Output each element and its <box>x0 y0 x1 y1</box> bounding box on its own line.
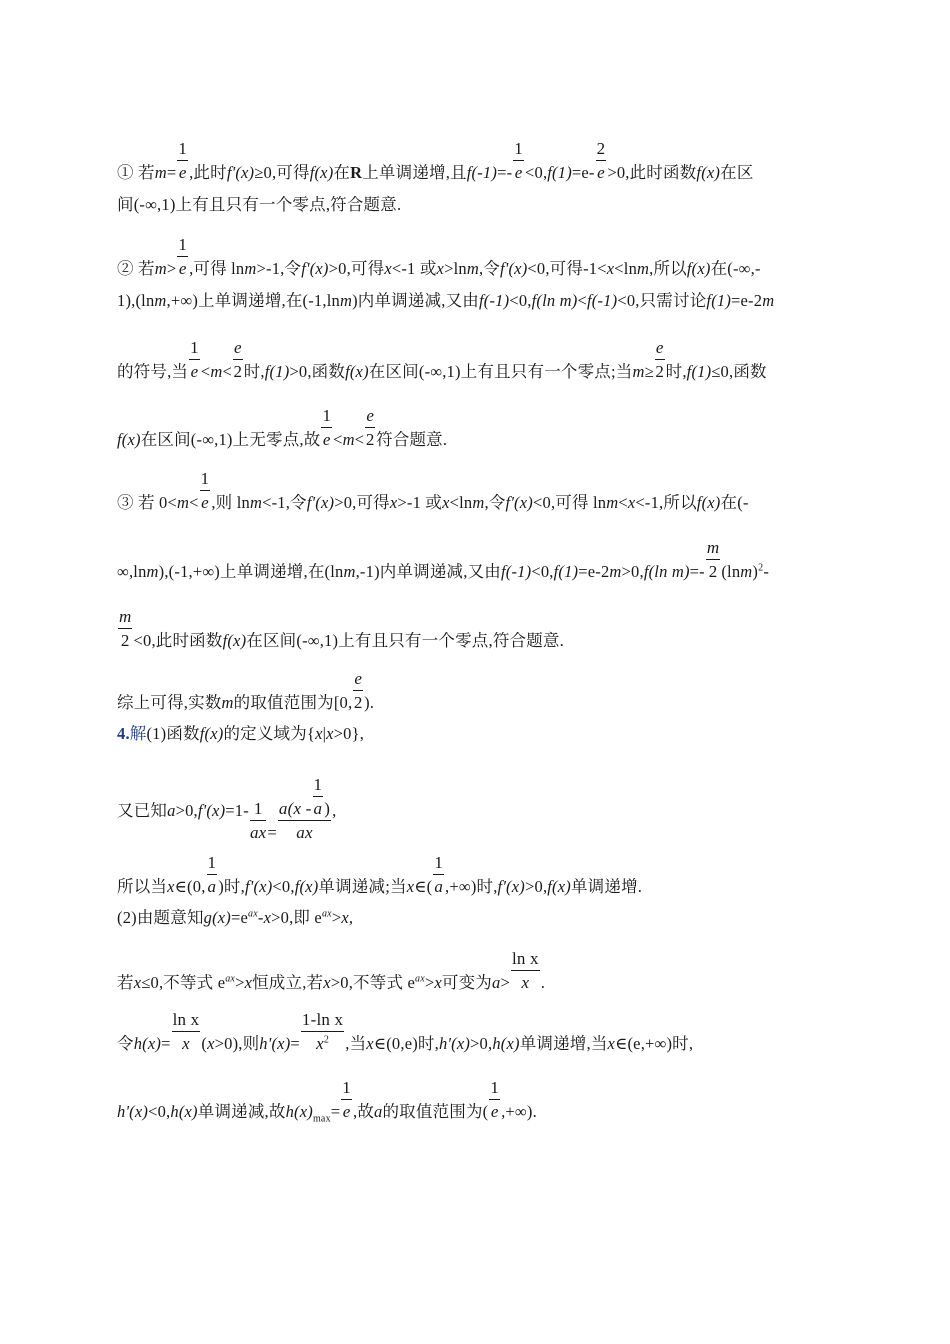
line-5: 的符号,当 $\frac{1}{e}$ <m< $\frac{e}{2}$ 时,f(1)>0,函数f(x)在区间(-∞,1)上有且只有一个零点;当m≥ $\frac{e}{2}$ 时,f(1)≤0,函数 <box>117 338 767 381</box>
fraction-m-over-2: $\frac{m}{2}$ <box>706 538 720 581</box>
line-4: 1),(lnm,+∞)上单调递增,在(-1,lnm)内单调递减,又由f(-1)<0,f(ln m)<f(-1)<0,只需讨论f(1)=e-2m <box>117 291 775 310</box>
line-15: 若x≤0,不等式 $e^{ax}>x$恒成立,若x>0,不等式 $e^{ax}>x$可变为a> $\frac{\text{ln x}}{x}$ . <box>117 949 546 992</box>
line-6: f(x)在区间(-∞,1)上无零点,故 $\frac{1}{e}$ <m< $\frac{e}{2}$ 符合题意. <box>117 406 448 449</box>
fraction-1-over-e: $\frac{1}{e}$ <box>514 139 523 182</box>
fraction-1-over-e: $\frac{1}{e}$ <box>342 1078 351 1121</box>
line-1: ① 若m= $\frac{1}{e}$ ,此时f'(x)≥0,可得f(x)在R上单调递增,且f(-1)=- $\frac{1}{e}$ <0,f(1)=e- $\frac{2}{e}$ >0,此时函数f(x)在区 <box>117 139 754 182</box>
fraction-1-over-e: $\frac{1}{e}$ <box>490 1078 500 1121</box>
line-13: 所以当x∈(0, $\frac{1}{a}$ )时,f'(x)<0,f(x)单调递减;当x∈( $\frac{1}{a}$ ,+∞)时,f'(x)>0,f(x)单调递增. <box>117 853 643 896</box>
line-16: 令h(x)= $\frac{\text{ln x}}{x}$ (x>0),则h'(x)= $\frac{\text{1-ln x}}{x^2}$ ,当x∈(0,e)时,h'(x)>0,h(x)单调递增,当x∈(e,+∞)时, <box>117 1010 694 1053</box>
line-3: ② 若m> $\frac{1}{e}$ ,可得 lnm>-1,令f'(x)>0,可得x<-1 或x>lnm,令f'(x)<0,可得-1<x<lnm,所以f(x)在(-∞,- <box>117 235 761 278</box>
fraction-lnx-over-x: $\frac{\text{ln x}}{x}$ <box>511 949 539 992</box>
line-10: 综上可得,实数m的取值范围为[0, $\frac{e}{2}$ ). <box>117 669 375 712</box>
fraction-1-minus-lnx-over-x2: $\frac{\text{1-ln x}}{x^2}$ <box>301 1010 344 1053</box>
fraction-m-over-2: $\frac{m}{2}$ <box>119 607 132 650</box>
fraction-1-over-e: $\frac{1}{e}$ <box>200 469 210 512</box>
problem-number: 4 <box>117 724 126 743</box>
fraction-1-over-a: $\frac{1}{a}$ <box>207 853 217 896</box>
fraction-1-over-e: $\frac{1}{e}$ <box>322 406 332 449</box>
fraction-1-over-e: $\frac{1}{e}$ <box>178 139 188 182</box>
fraction-e-over-2: $\frac{e}{2}$ <box>365 406 375 449</box>
line-14: (2)由题意知$g(x)=e^{ax}-x>0$,即 $e^{ax}>x$, <box>117 908 354 927</box>
fraction-1-over-ax: $\frac{1}{ax}$ <box>249 799 267 842</box>
line-9: $\frac{m}{2}$ <0,此时函数f(x)在区间(-∞,1)上有且只有一个零点,符合题意. <box>119 607 564 650</box>
fraction-e-over-2: $\frac{e}{2}$ <box>655 338 665 381</box>
line-2: 间(-∞,1)上有且只有一个零点,符合题意. <box>117 195 402 214</box>
line-12: 又已知a>0,f'(x)=1- $\frac{1}{ax}$ = a(x - $\frac{1}{a}$ ) ax , <box>117 775 337 842</box>
fraction-1-over-a: $\frac{1}{a}$ <box>434 853 444 896</box>
line-7: ③ 若 0<m< $\frac{1}{e}$ ,则 lnm<-1,令f'(x)>0,可得x>-1 或x<lnm,令f'(x)<0,可得 lnm<x<-1,所以f(x)在(- <box>117 469 749 512</box>
line-8: ∞,lnm),(-1,+∞)上单调递增,在(lnm,-1)内单调递减,又由f(-1)<0,f(1)=e-2m>0,f(ln m)=- $\frac{m}{2}$ $(\ln m)^2-$ <box>117 538 770 581</box>
fraction-1-over-e: $\frac{1}{e}$ <box>190 338 199 381</box>
fraction-1-over-e: $\frac{1}{e}$ <box>178 235 188 278</box>
fraction-e-over-2: $\frac{e}{2}$ <box>353 669 363 712</box>
fraction-e-over-2: $\frac{e}{2}$ <box>233 338 243 381</box>
line-17: h'(x)<0,h(x)单调递减,故$h(x)_{max}=$ $\frac{1}{e}$ ,故a的取值范围为( $\frac{1}{e}$ ,+∞). <box>117 1078 537 1125</box>
fraction-2-over-e: $\frac{2}{e}$ <box>596 139 606 182</box>
fraction-derivative: a(x - $\frac{1}{a}$ ) ax <box>278 775 331 842</box>
fraction-lnx-over-x: $\frac{\text{ln x}}{x}$ <box>172 1010 200 1053</box>
solution-label: 解 <box>129 724 147 743</box>
line-11-problem-4: 4.解(1)函数f(x)的定义域为{x|x>0}, <box>117 724 365 743</box>
